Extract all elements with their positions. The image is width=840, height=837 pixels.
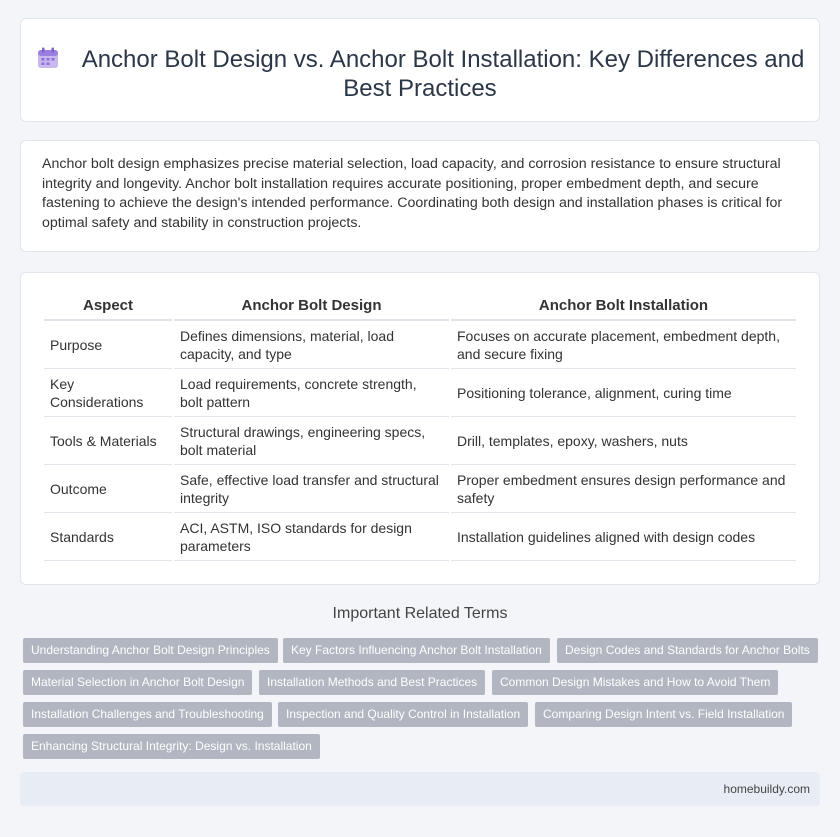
comparison-table: [42, 291, 798, 561]
cell-aspect: Outcome: [44, 465, 172, 513]
page-title-text: Anchor Bolt Design vs. Anchor Bolt Installation: Key Differences and Best Practices: [81, 46, 805, 102]
footer-site-link[interactable]: homebuildy.com: [723, 782, 810, 796]
cell-installation: Proper embedment ensures design performance and safety: [451, 465, 796, 513]
table-row: [44, 513, 796, 561]
cell-installation: Installation guidelines aligned with design codes: [451, 513, 796, 561]
cell-design: Defines dimensions, material, load capacity, and type: [174, 321, 449, 369]
cell-aspect: Purpose: [44, 321, 172, 369]
table-header-row: [44, 291, 796, 321]
cell-design: ACI, ASTM, ISO standards for design parameters: [174, 513, 449, 561]
page-title: [21, 45, 819, 103]
calendar-icon: [36, 46, 60, 70]
table-row: [44, 369, 796, 417]
comparison-card: [20, 272, 820, 585]
table-row: [44, 321, 796, 369]
related-term-tag[interactable]: Common Design Mistakes and How to Avoid Them: [492, 670, 778, 695]
header-design: Anchor Bolt Design: [174, 291, 449, 321]
cell-design: Load requirements, concrete strength, bolt pattern: [174, 369, 449, 417]
header-card: [20, 18, 820, 122]
table-row: [44, 417, 796, 465]
table-row: [44, 465, 796, 513]
cell-installation: Positioning tolerance, alignment, curing time: [451, 369, 796, 417]
cell-design: Structural drawings, engineering specs, bolt material: [174, 417, 449, 465]
related-term-tag[interactable]: Design Codes and Standards for Anchor Bolts: [557, 638, 818, 663]
cell-aspect: Standards: [44, 513, 172, 561]
related-term-tag[interactable]: Installation Methods and Best Practices: [259, 670, 485, 695]
cell-installation: Drill, templates, epoxy, washers, nuts: [451, 417, 796, 465]
cell-installation: Focuses on accurate placement, embedment depth, and secure fixing: [451, 321, 796, 369]
related-term-tag[interactable]: Key Factors Influencing Anchor Bolt Installation: [283, 638, 550, 663]
related-term-tag[interactable]: Understanding Anchor Bolt Design Principles: [23, 638, 278, 663]
header-aspect: Aspect: [44, 291, 172, 321]
intro-paragraph: Anchor bolt design emphasizes precise material selection, load capacity, and corrosion resistance to ensure structural integrity and longevity. Anchor bolt installation requires accurate positioning, proper embedment depth, and secure fastening to achieve the design's intended performance. Coordinating both design and installation phases is critical for optimal safety and stability in construction projects.: [42, 156, 783, 231]
related-term-tag[interactable]: Material Selection in Anchor Bolt Design: [23, 670, 252, 695]
related-term-tag[interactable]: Comparing Design Intent vs. Field Installation: [535, 702, 792, 727]
header-installation: Anchor Bolt Installation: [451, 291, 796, 321]
footer: [20, 772, 820, 806]
related-term-tag[interactable]: Installation Challenges and Troubleshooting: [23, 702, 272, 727]
related-terms-title: Important Related Terms: [332, 605, 508, 622]
cell-aspect: Tools & Materials: [44, 417, 172, 465]
cell-design: Safe, effective load transfer and structural integrity: [174, 465, 449, 513]
intro-card: [20, 140, 820, 252]
related-term-tag[interactable]: Inspection and Quality Control in Installation: [278, 702, 528, 727]
cell-aspect: Key Considerations: [44, 369, 172, 417]
related-term-tag[interactable]: Enhancing Structural Integrity: Design vs. Installation: [23, 734, 320, 759]
